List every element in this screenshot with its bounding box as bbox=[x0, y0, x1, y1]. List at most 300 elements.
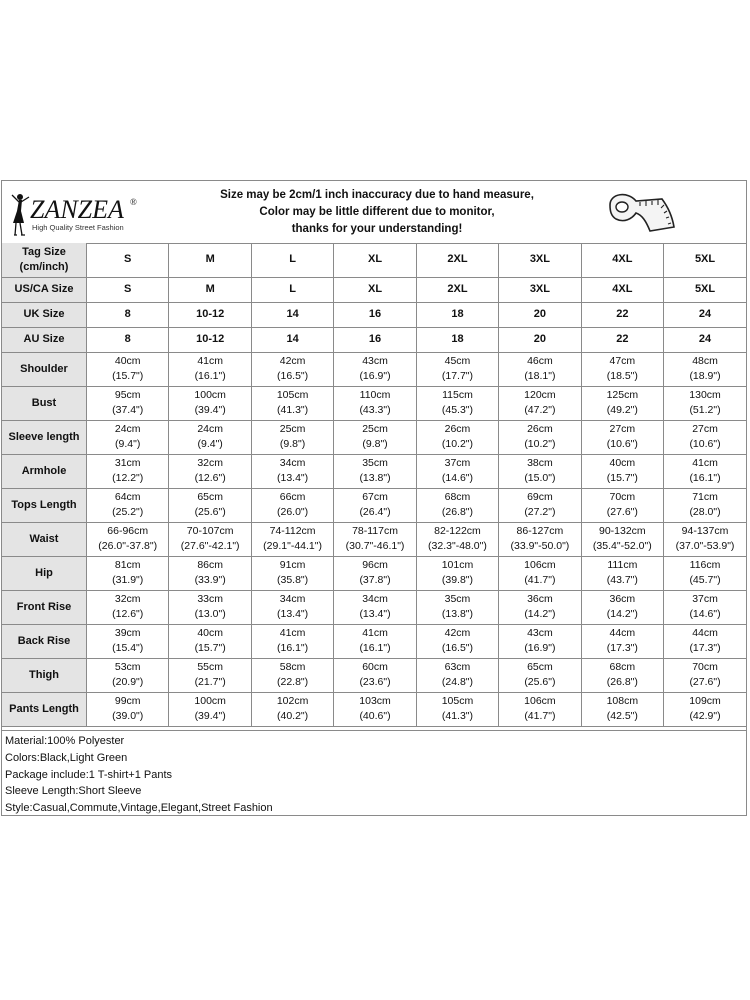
measurement-cell bbox=[499, 556, 581, 590]
size-cell: S bbox=[87, 277, 169, 302]
measurement-cell bbox=[416, 658, 498, 692]
conversion-row bbox=[2, 277, 746, 302]
inch-value: (25.6") bbox=[194, 506, 226, 518]
measurement-cell bbox=[581, 658, 663, 692]
measurement-cell bbox=[334, 420, 416, 454]
brand-logo bbox=[4, 185, 164, 239]
cm-value: 47cm bbox=[609, 355, 636, 367]
cm-value: 103cm bbox=[359, 695, 391, 707]
cm-value: 86cm bbox=[197, 559, 223, 571]
inch-value: (9.4") bbox=[115, 438, 141, 450]
tag-size-row bbox=[2, 243, 746, 277]
row-header: US/CA Size bbox=[2, 277, 87, 302]
measurement-cell bbox=[581, 488, 663, 522]
conversion-row bbox=[2, 327, 746, 352]
cm-value: 65cm bbox=[527, 661, 553, 673]
inch-value: (12.6") bbox=[112, 608, 144, 620]
measurement-cell bbox=[87, 488, 169, 522]
measurement-row bbox=[2, 658, 746, 692]
inch-value: (42.9") bbox=[689, 710, 721, 722]
measurement-cell bbox=[334, 454, 416, 488]
size-cell: L bbox=[251, 243, 333, 277]
cm-value: 70cm bbox=[692, 661, 718, 673]
inch-value: (40.6") bbox=[359, 710, 391, 722]
cm-value: 82-122cm bbox=[434, 525, 481, 537]
inch-value: (31.9") bbox=[112, 574, 144, 586]
notice-line: Size may be 2cm/1 inch inaccuracy due to hand measure, bbox=[220, 189, 534, 201]
inch-value: (26.0") bbox=[277, 506, 309, 518]
cm-value: 41cm bbox=[692, 457, 718, 469]
cm-value: 105cm bbox=[276, 389, 309, 401]
inch-value: (13.4") bbox=[277, 608, 309, 620]
cm-value: 91cm bbox=[279, 559, 306, 571]
inch-value: (33.9") bbox=[194, 574, 226, 586]
inch-value: (29.1"-44.1") bbox=[263, 540, 322, 552]
inch-value: (10.6") bbox=[606, 438, 638, 450]
notice-line: thanks for your understanding! bbox=[291, 223, 463, 235]
inch-value: (13.8") bbox=[441, 608, 474, 620]
measurement-cell bbox=[664, 420, 746, 454]
measurement-cell bbox=[499, 454, 581, 488]
measurement-cell bbox=[664, 488, 746, 522]
inch-value: (42.5") bbox=[606, 710, 638, 722]
measurement-cell bbox=[251, 692, 333, 726]
cm-value: 100cm bbox=[194, 389, 226, 401]
size-cell: 14 bbox=[251, 302, 333, 327]
measurement-cell bbox=[169, 590, 251, 624]
size-cell: 22 bbox=[581, 302, 663, 327]
cm-value: 78-117cm bbox=[352, 525, 398, 537]
measurement-cell bbox=[169, 352, 251, 386]
inch-value: (10.2") bbox=[524, 438, 556, 450]
measurement-cell bbox=[499, 658, 581, 692]
size-cell: 20 bbox=[499, 327, 581, 352]
inch-value: (25.6") bbox=[524, 676, 556, 688]
inch-value: (27.2") bbox=[524, 506, 556, 518]
cm-value: 35cm bbox=[444, 593, 471, 605]
inch-value: (13.0") bbox=[194, 608, 226, 620]
fashion-figure-icon bbox=[12, 194, 29, 235]
measurement-cell bbox=[87, 658, 169, 692]
cm-value: 44cm bbox=[692, 627, 718, 639]
cm-value: 44cm bbox=[609, 627, 636, 639]
inch-value: (9.4") bbox=[197, 438, 223, 450]
cm-value: 53cm bbox=[114, 661, 141, 673]
cm-value: 65cm bbox=[197, 491, 223, 503]
cm-value: 111cm bbox=[607, 559, 638, 571]
inch-value: (14.2") bbox=[524, 608, 556, 620]
row-header: Back Rise bbox=[2, 624, 87, 658]
measurement-cell bbox=[251, 522, 333, 556]
inch-value: (16.9") bbox=[359, 370, 391, 382]
inch-value: (17.3") bbox=[606, 642, 638, 654]
inch-value: (22.8") bbox=[277, 676, 309, 688]
size-cell: 16 bbox=[334, 302, 416, 327]
cm-value: 24cm bbox=[114, 423, 141, 435]
cm-value: 95cm bbox=[114, 389, 141, 401]
measurement-cell bbox=[416, 488, 498, 522]
cm-value: 69cm bbox=[527, 491, 553, 503]
size-cell: L bbox=[251, 277, 333, 302]
inch-value: (13.4") bbox=[277, 472, 309, 484]
inch-value: (25.2") bbox=[112, 506, 144, 518]
measurement-cell bbox=[87, 522, 169, 556]
spec-line: Package include:1 T-shirt+1 Pants bbox=[5, 768, 173, 781]
measurement-cell bbox=[664, 522, 746, 556]
cm-value: 58cm bbox=[279, 661, 306, 673]
measurement-cell bbox=[169, 692, 251, 726]
chart-header bbox=[2, 181, 746, 244]
cm-value: 60cm bbox=[362, 661, 388, 673]
inch-value: (45.7") bbox=[689, 574, 721, 586]
cm-value: 45cm bbox=[444, 355, 471, 367]
size-cell: 5XL bbox=[664, 243, 746, 277]
measurement-cell bbox=[169, 386, 251, 420]
cm-value: 96cm bbox=[362, 559, 388, 571]
measurement-cell bbox=[581, 454, 663, 488]
measurement-cell bbox=[87, 352, 169, 386]
measurement-cell bbox=[416, 556, 498, 590]
measurement-cell bbox=[581, 590, 663, 624]
size-cell: 2XL bbox=[416, 243, 498, 277]
cm-value: 39cm bbox=[114, 627, 141, 639]
cm-value: 43cm bbox=[527, 627, 553, 639]
row-header: Hip bbox=[2, 556, 87, 590]
inch-value: (16.1") bbox=[359, 642, 391, 654]
inch-value: (13.4") bbox=[359, 608, 391, 620]
inch-value: (27.6"-42.1") bbox=[180, 540, 240, 552]
size-cell: 24 bbox=[664, 327, 746, 352]
inch-value: (15.7") bbox=[112, 370, 144, 382]
cm-value: 63cm bbox=[444, 661, 471, 673]
cm-value: 55cm bbox=[197, 661, 223, 673]
inch-value: (27.6") bbox=[689, 676, 721, 688]
cm-value: 27cm bbox=[692, 423, 718, 435]
inch-value: (43.3") bbox=[359, 404, 391, 416]
measurement-cell bbox=[664, 352, 746, 386]
cm-value: 66cm bbox=[279, 491, 306, 503]
measurement-cell bbox=[664, 590, 746, 624]
row-header-line: (cm/inch) bbox=[19, 260, 69, 273]
measuring-tape-icon bbox=[602, 185, 682, 239]
row-header: UK Size bbox=[2, 302, 87, 327]
row-header: Sleeve length bbox=[2, 420, 87, 454]
row-header: Shoulder bbox=[2, 352, 87, 386]
inch-value: (41.3") bbox=[441, 710, 474, 722]
cm-value: 115cm bbox=[442, 389, 473, 401]
cm-value: 33cm bbox=[197, 593, 223, 605]
size-table-body bbox=[2, 243, 746, 726]
cm-value: 66-96cm bbox=[107, 525, 149, 537]
inch-value: (28.0") bbox=[689, 506, 721, 518]
cm-value: 106cm bbox=[524, 695, 556, 707]
inch-value: (16.1") bbox=[689, 472, 721, 484]
inch-value: (30.7"-46.1") bbox=[345, 540, 405, 552]
measurement-cell bbox=[416, 692, 498, 726]
measurement-cell bbox=[581, 386, 663, 420]
measurement-row bbox=[2, 692, 746, 726]
cm-value: 24cm bbox=[197, 423, 223, 435]
cm-value: 120cm bbox=[524, 389, 556, 401]
size-cell: 4XL bbox=[581, 243, 663, 277]
cm-value: 32cm bbox=[197, 457, 223, 469]
cm-value: 110cm bbox=[359, 389, 391, 401]
cm-value: 35cm bbox=[362, 457, 388, 469]
size-cell: 16 bbox=[334, 327, 416, 352]
size-cell: XL bbox=[334, 277, 416, 302]
measurement-row bbox=[2, 420, 746, 454]
inch-value: (20.9") bbox=[112, 676, 144, 688]
row-header-line: Tag Size bbox=[22, 245, 66, 258]
cm-value: 100cm bbox=[194, 695, 226, 707]
cm-value: 40cm bbox=[114, 355, 141, 367]
cm-value: 40cm bbox=[609, 457, 636, 469]
cm-value: 70cm bbox=[609, 491, 636, 503]
cm-value: 34cm bbox=[362, 593, 388, 605]
measurement-cell bbox=[169, 556, 251, 590]
inch-value: (39.8") bbox=[441, 574, 474, 586]
measurement-cell bbox=[499, 386, 581, 420]
cm-value: 36cm bbox=[527, 593, 553, 605]
measurement-cell bbox=[499, 624, 581, 658]
measurement-cell bbox=[251, 386, 333, 420]
measurement-row bbox=[2, 556, 746, 590]
measurement-cell bbox=[416, 590, 498, 624]
row-header: Waist bbox=[2, 522, 87, 556]
cm-value: 41cm bbox=[197, 355, 223, 367]
brand-name: ZANZEA bbox=[30, 195, 124, 224]
measurement-row bbox=[2, 522, 746, 556]
size-cell: 4XL bbox=[581, 277, 663, 302]
inch-value: (13.8") bbox=[359, 472, 391, 484]
inch-value: (12.2") bbox=[112, 472, 144, 484]
inch-value: (18.1") bbox=[524, 370, 556, 382]
cm-value: 25cm bbox=[279, 423, 306, 435]
cm-value: 40cm bbox=[197, 627, 223, 639]
cm-value: 48cm bbox=[692, 355, 718, 367]
cm-value: 105cm bbox=[441, 695, 474, 707]
measurement-cell bbox=[334, 590, 416, 624]
cm-value: 27cm bbox=[609, 423, 636, 435]
inch-value: (21.7") bbox=[194, 676, 226, 688]
cm-value: 86-127cm bbox=[516, 525, 564, 537]
measurement-cell bbox=[581, 556, 663, 590]
size-cell: 22 bbox=[581, 327, 663, 352]
measurement-cell bbox=[251, 658, 333, 692]
measurement-cell bbox=[87, 692, 169, 726]
inch-value: (14.6") bbox=[689, 608, 721, 620]
inch-value: (12.6") bbox=[194, 472, 226, 484]
inch-value: (39.0") bbox=[112, 710, 144, 722]
inch-value: (45.3") bbox=[441, 404, 474, 416]
measurement-cell bbox=[581, 352, 663, 386]
cm-value: 108cm bbox=[606, 695, 639, 707]
cm-value: 31cm bbox=[114, 457, 141, 469]
inch-value: (47.2") bbox=[524, 404, 556, 416]
measurement-cell bbox=[499, 692, 581, 726]
inch-value: (17.3") bbox=[689, 642, 721, 654]
inch-value: (43.7") bbox=[606, 574, 638, 586]
measurement-cell bbox=[169, 454, 251, 488]
measurement-cell bbox=[416, 522, 498, 556]
inch-value: (14.6") bbox=[441, 472, 474, 484]
measurement-cell bbox=[499, 522, 581, 556]
measurement-cell bbox=[499, 420, 581, 454]
size-cell: 10-12 bbox=[169, 327, 251, 352]
measurement-cell bbox=[581, 522, 663, 556]
cm-value: 42cm bbox=[279, 355, 306, 367]
inch-value: (15.0") bbox=[524, 472, 556, 484]
inch-value: (33.9"-50.0") bbox=[510, 540, 570, 552]
measurement-cell bbox=[251, 454, 333, 488]
size-cell: 14 bbox=[251, 327, 333, 352]
measurement-cell bbox=[664, 556, 746, 590]
measurement-cell bbox=[169, 522, 251, 556]
cm-value: 68cm bbox=[444, 491, 471, 503]
measurement-cell bbox=[334, 692, 416, 726]
product-specs bbox=[2, 730, 746, 815]
cm-value: 81cm bbox=[114, 559, 141, 571]
inch-value: (26.4") bbox=[359, 506, 391, 518]
cm-value: 130cm bbox=[689, 389, 721, 401]
notice-line: Color may be little different due to monitor, bbox=[259, 206, 495, 218]
inch-value: (15.7") bbox=[194, 642, 226, 654]
inch-value: (17.7") bbox=[441, 370, 474, 382]
inch-value: (37.4") bbox=[112, 404, 144, 416]
measurement-cell bbox=[416, 454, 498, 488]
size-cell: 2XL bbox=[416, 277, 498, 302]
row-header: Bust bbox=[2, 386, 87, 420]
size-table bbox=[2, 243, 746, 727]
cm-value: 34cm bbox=[279, 593, 306, 605]
size-cell: 8 bbox=[87, 327, 169, 352]
size-cell: 20 bbox=[499, 302, 581, 327]
measurement-cell bbox=[87, 454, 169, 488]
measurement-cell bbox=[416, 386, 498, 420]
measurement-row bbox=[2, 488, 746, 522]
inch-value: (26.0"-37.8") bbox=[98, 540, 158, 552]
measurement-cell bbox=[581, 624, 663, 658]
row-header: AU Size bbox=[2, 327, 87, 352]
cm-value: 42cm bbox=[444, 627, 471, 639]
inch-value: (16.9") bbox=[524, 642, 556, 654]
measurement-cell bbox=[87, 624, 169, 658]
cm-value: 37cm bbox=[692, 593, 718, 605]
row-header: Thigh bbox=[2, 658, 87, 692]
cm-value: 34cm bbox=[279, 457, 306, 469]
cm-value: 25cm bbox=[362, 423, 388, 435]
size-cell: M bbox=[169, 277, 251, 302]
row-header: Front Rise bbox=[2, 590, 87, 624]
inch-value: (16.1") bbox=[194, 370, 226, 382]
cm-value: 101cm bbox=[441, 559, 474, 571]
measurement-cell bbox=[334, 556, 416, 590]
cm-value: 41cm bbox=[279, 627, 306, 639]
measurement-cell bbox=[334, 352, 416, 386]
measurement-cell bbox=[169, 488, 251, 522]
inch-value: (41.7") bbox=[524, 574, 556, 586]
size-cell: XL bbox=[334, 243, 416, 277]
cm-value: 109cm bbox=[689, 695, 721, 707]
cm-value: 116cm bbox=[689, 559, 721, 571]
measurement-cell bbox=[416, 352, 498, 386]
measurement-cell bbox=[416, 420, 498, 454]
inch-value: (9.8") bbox=[362, 438, 388, 450]
measurement-cell bbox=[664, 386, 746, 420]
measurement-cell bbox=[87, 590, 169, 624]
inch-value: (41.3") bbox=[277, 404, 309, 416]
cm-value: 70-107cm bbox=[186, 525, 234, 537]
cm-value: 71cm bbox=[692, 491, 718, 503]
inch-value: (39.4") bbox=[194, 710, 226, 722]
inch-value: (10.2") bbox=[441, 438, 474, 450]
measurement-cell bbox=[334, 522, 416, 556]
measurement-cell bbox=[334, 488, 416, 522]
size-cell: S bbox=[87, 243, 169, 277]
inch-value: (16.1") bbox=[277, 642, 309, 654]
size-cell: 18 bbox=[416, 302, 498, 327]
cm-value: 94-137cm bbox=[681, 525, 729, 537]
measurement-cell bbox=[87, 420, 169, 454]
cm-value: 74-112cm bbox=[269, 525, 316, 537]
spec-line: Style:Casual,Commute,Vintage,Elegant,Street Fashion bbox=[5, 802, 273, 815]
cm-value: 68cm bbox=[609, 661, 636, 673]
inch-value: (10.6") bbox=[689, 438, 721, 450]
brand-tagline: High Quality Street Fashion bbox=[32, 223, 124, 232]
measurement-cell bbox=[169, 624, 251, 658]
cm-value: 125cm bbox=[606, 389, 639, 401]
measurement-cell bbox=[334, 624, 416, 658]
cm-value: 64cm bbox=[114, 491, 141, 503]
measurement-cell bbox=[251, 590, 333, 624]
cm-value: 38cm bbox=[527, 457, 553, 469]
size-cell: 5XL bbox=[664, 277, 746, 302]
measurement-cell bbox=[251, 488, 333, 522]
cm-value: 43cm bbox=[362, 355, 388, 367]
inch-value: (26.8") bbox=[606, 676, 638, 688]
measurement-cell bbox=[169, 420, 251, 454]
size-chart-sheet bbox=[1, 180, 747, 816]
inch-value: (16.5") bbox=[277, 370, 309, 382]
row-header: Tops Length bbox=[2, 488, 87, 522]
measurement-row bbox=[2, 352, 746, 386]
measurement-cell bbox=[664, 692, 746, 726]
measurement-cell bbox=[664, 658, 746, 692]
spec-line: Colors:Black,Light Green bbox=[5, 751, 128, 764]
measurement-cell bbox=[251, 420, 333, 454]
measurement-cell bbox=[87, 556, 169, 590]
cm-value: 32cm bbox=[114, 593, 141, 605]
inch-value: (18.5") bbox=[606, 370, 638, 382]
measurement-notice bbox=[202, 187, 552, 238]
inch-value: (18.9") bbox=[689, 370, 721, 382]
inch-value: (51.2") bbox=[689, 404, 721, 416]
cm-value: 37cm bbox=[444, 457, 471, 469]
inch-value: (15.4") bbox=[112, 642, 144, 654]
measurement-cell bbox=[499, 488, 581, 522]
spec-line: Material:100% Polyester bbox=[5, 735, 125, 747]
measurement-cell bbox=[499, 590, 581, 624]
measurement-row bbox=[2, 454, 746, 488]
cm-value: 90-132cm bbox=[598, 525, 646, 537]
brand-registered-mark: ® bbox=[130, 197, 137, 207]
inch-value: (41.7") bbox=[524, 710, 556, 722]
inch-value: (26.8") bbox=[441, 506, 474, 518]
row-header bbox=[2, 243, 87, 277]
cm-value: 99cm bbox=[114, 695, 141, 707]
inch-value: (35.8") bbox=[277, 574, 309, 586]
measurement-cell bbox=[251, 352, 333, 386]
